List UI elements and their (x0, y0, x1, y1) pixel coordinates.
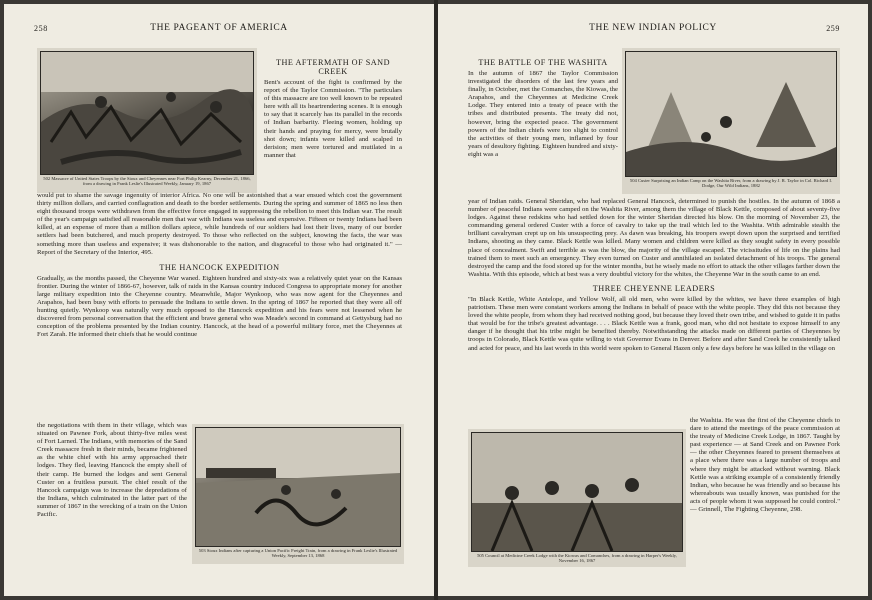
figure-505 (468, 429, 686, 567)
figure-503 (192, 424, 404, 564)
figure-502-caption-text: Massacre of United States Troops by the Sioux and Cheyennes near Fort Philip Kearny, December 21, 1866, from a drawing in Frank Leslie's Illustrated Weekly, January 19, 1867 (51, 176, 251, 187)
washita-illustration (626, 52, 836, 176)
right-page (438, 4, 868, 596)
right-running-head (438, 23, 868, 33)
aftermath-column (264, 58, 402, 160)
figure-502-image (40, 51, 254, 175)
leaders-text-narrow: the Washita. He was the first of the Cheyenne chiefs to dare to attend the meetings of the peace commission at the treaty of Medicine Creek Lodge, in 1867. Taught by past experience — at Sand Creek and on Pawnee Fork — the other Cheyennes feared to present themselves at a place where there was a large number of troops and where they might be attacked without warning. Black Kettle was a striking example of a consistently friendly Indian, who because he was friendly and so because his whereabouts was usually known, was punished for the acts of people whom it was supposed he could control." — Grinnell, The Fighting Cheyenne, 298. (690, 417, 840, 514)
figure-502 (37, 48, 257, 193)
washita-text-full: year of Indian raids. General Sheridan, who had replaced General Hancock, determined to punish the hostiles. In the autumn of 1868 a number of peaceful Indians were camped on the Washita River, among them the village of Black Kettle, composed of about seventy-five lodges. Against these redskins who had settled down for the winter Sheridan directed his blow. On the morning of November 23, the commanding general ordered Custer with a force of cavalry to take up the trail which led to the Washita. With admirable stealth the brilliant cavalryman crept up on his unsuspecting prey. As dawn was breaking, his troopers swept down upon the surprised and terrified Indians, shooting as they came. Black Kettle was killed. Many women and children were killed as they sought safety in every possible place of concealment. Swift and terrible as was the blow, the majority of the village escaped. The vicissitudes of life on the plains had trained them to meet such an emergency. They even turned on Custer and annihilated an isolated detachment of his troops. The general destroyed the camp and the food stored up for the winter months, but he wisely made no effort to attack the other villages farther down the Washita. With this episode, which at best was a very doubtful victory for the whites, the Cheyenne War in the south came to an end. (468, 198, 840, 278)
left-running-title: THE PAGEANT OF AMERICA (150, 23, 288, 33)
left-page (4, 4, 434, 596)
left-page-number: 258 (34, 24, 48, 33)
figure-503-caption (196, 548, 400, 559)
figure-505-number: 505 (477, 553, 484, 558)
hancock-title: THE HANCOCK EXPEDITION (159, 262, 280, 272)
leaders-text-full: "In Black Kettle, White Antelope, and Yellow Wolf, all old men, who were killed by the whites, we have three examples of high patriotism. These men were constant workers among the Indians in behalf of peace with the white people. They did this not because they loved the white people, from whom they had received nothing good, but because they loved their own tribe, and wished to guide it in paths that would be for the tribe's greatest advantage. . . . Black Kettle was a frank, good man, who did not hesitate to expose himself to any danger if he thought that his tribe might be benefited thereby. Notwithstanding the attacks made on different parties of Cheyennes by troops in Colorado, Black Kettle was quite willing to visit Governor Evans in Denver. Before and after Sand Creek he consistently talked and acted for peace, and his last words in this world were spoken to General Hazen only a few days before he was killed in the village on (468, 295, 840, 352)
aftermath-text-top: Bent's account of the fight is confirmed by the report of the Taylor Commission. "The particulars of this massacre are too well known to be repeated here with all its heartrendering scenes. It is enough to say that it scarcely has its parallel in the records of Indian barbarity. Fleeing women, holding up their hands and praying for mercy, were brutally shot down; infants were killed and scalped in derision; men were tortured and mutilated in a manner that (264, 79, 402, 159)
leaders-narrow-column (690, 417, 840, 514)
council-illustration (472, 433, 682, 551)
figure-505-caption (472, 553, 682, 564)
figure-503-image (195, 427, 401, 547)
figure-504-caption (626, 178, 836, 189)
hancock-text-full: Gradually, as the months passed, the Cheyenne War waned. Eighteen hundred and sixty-six was a relatively quiet year on the Kansas frontier. During the winter of 1866-67, however, talk of raids in the Kansas country induced Congress to appropriate money for another large military expedition into the Cheyenne country. Meanwhile, Major Wynkoop, who was now agent for the Cheyennes and Arapahos, had been busy with efforts to persuade the Indians to settle down. In the spring of 1867 he reported that they were all off hunting quietly. Wynkoop was naturally very much opposed to the Hancock expedition and his fears were not lessened when he discovered from personal conversation that the efficient and brave general who was Meade's second in command at Gettysburg had no conception of the problems presented by the Indian country. Hancock, at the head of a powerful military force, met the Cheyennes at Fort Zarah. He informed their chiefs that he would continue (37, 274, 402, 339)
figure-505-caption-text: Council at Medicine Creek Lodge with the Kiowas and Comanches, from a drawing in Harper's Weekly, November 16, 1867 (485, 553, 677, 564)
figure-505-image (471, 432, 683, 552)
figure-503-number: 503 (198, 548, 206, 553)
hancock-text-narrow: the negotiations with them in their village, which was situated on Pawnee Fork, about thirty-five miles west of Fort Larned. The Indians, with memories of the Sand Creek massacre fresh in their minds, became frightened as the white chief with his army approached their lodges. They fled, leaving Hancock the empty shell of their camp. He burned the lodges and sent General Custer on a fruitless pursuit. The chief result of the Hancock campaign was to increase the depredations of the Indians, which culminated in the latter part of the summer of 1867 in the wrecking of a train on the Union Pacific. (37, 422, 187, 519)
right-running-title: THE NEW INDIAN POLICY (589, 23, 717, 33)
hancock-narrow-column (37, 422, 187, 519)
battle-illustration (41, 52, 253, 174)
figure-503-caption-text: Sioux Indians after capturing a Union Pacific Freight Train, from a drawing in Frank Leslie's Illustrated Weekly, September 13, 1868 (206, 548, 398, 559)
aftermath-title: THE AFTERMATH OF SAND CREEK (276, 58, 390, 76)
washita-column (468, 58, 618, 159)
figure-504 (622, 48, 840, 194)
leaders-title: THREE CHEYENNE LEADERS (592, 283, 716, 293)
aftermath-full-width (37, 192, 402, 340)
figure-504-image (625, 51, 837, 177)
right-page-number: 259 (826, 24, 840, 33)
train-illustration (196, 428, 400, 546)
left-running-head (4, 23, 434, 33)
figure-502-caption (41, 176, 253, 187)
washita-title: THE BATTLE OF THE WASHITA (478, 58, 608, 67)
aftermath-text-full: would put to shame the savage ingenuity of interior Africa. No one will be astonished that a war ensued which cost the government thirty million dollars, and carried conflagration and death to the border settlements. During the spring and summer of 1865 no less then eight thousand troops were withdrawn from the effective force engaged in suppressing the rebellion to meet this Indian war. The result of the year's campaign satisfied all reasonable men that war with Indians was useless and expensive. Fifteen or twenty Indians had been killed, at an expense of more than a million dollars apiece, while hundreds of our soldiers had lost their lives, many of our border settlers had been butchered, and much property destroyed. To those who reflected on the subject, knowing the facts, the war was something more than useless and expensive; it was dishonorable to the nation, and disgraceful to those who had originated it." — Report of the Secretary of the Interior, 495. (37, 192, 402, 256)
washita-text-narrow: In the autumn of 1867 the Taylor Commission investigated the disorders of the last few years and finally, in October, met the Comanches, the Kiowas, the Arapahos, and the Cheyennes at Medicine Creek Lodge. They entered into a treaty of peace with the tribes and distributed presents. The treaty did not, however, bring the expected peace. The government powers of the Indian chiefs were too slight to control the activities of their young men, inflamed by four years of desultory fighting. Eighteen hundred and sixty-eight was a (468, 70, 618, 158)
figure-502-number: 502 (43, 176, 51, 181)
figure-504-caption-text: Custer Surprising an Indian Camp on the Washita River, from a drawing by J. R. Taylor in Col. Richard I. Dodge, Our Wild Indians, 1882 (637, 178, 833, 189)
figure-504-number: 504 (629, 178, 637, 183)
washita-full-width (468, 198, 840, 353)
